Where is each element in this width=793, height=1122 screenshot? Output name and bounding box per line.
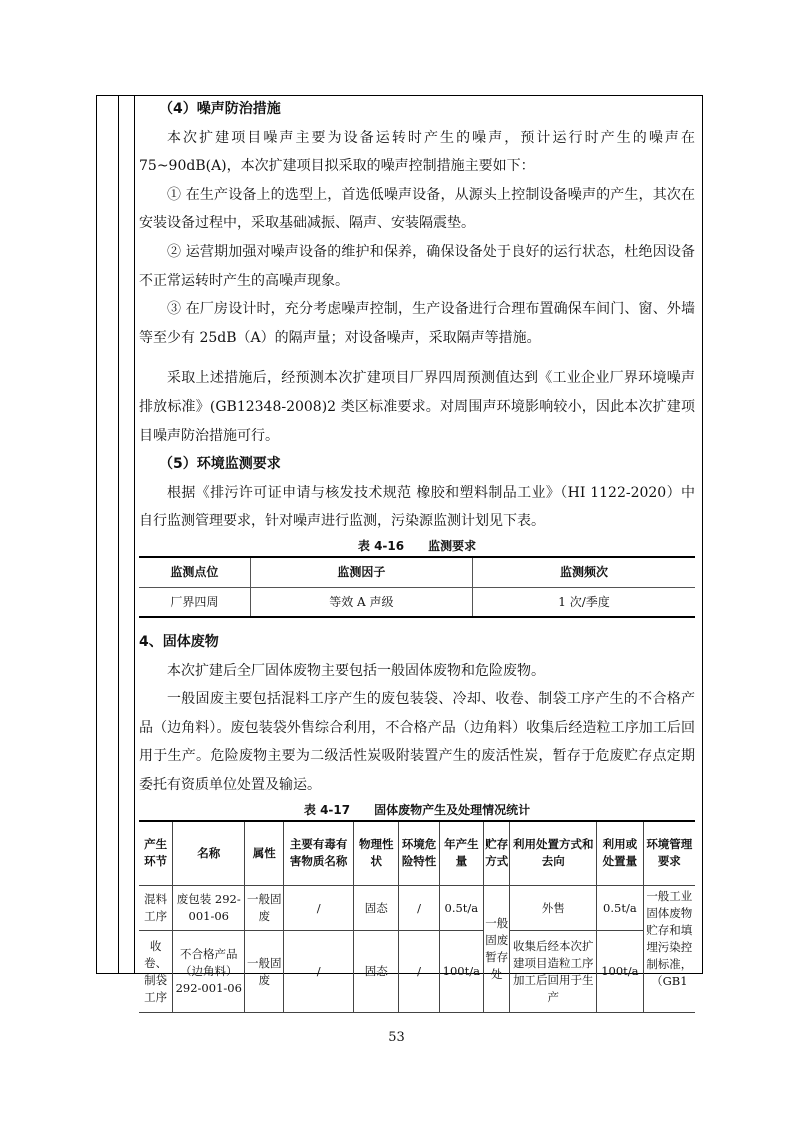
noise-heading: （4）噪声防治措施: [159, 101, 281, 117]
row1-state: 固态: [354, 886, 399, 931]
solid-waste-intro: 本次扩建后全厂固体废物主要包括一般固体废物和危险废物。: [167, 662, 545, 679]
header-yield: 年产生量: [439, 821, 483, 886]
monitor-header-frequency: 监测频次: [473, 557, 695, 587]
table-4-17-caption: 表 4-17 固体废物产生及处理情况统计: [303, 802, 531, 817]
env-merged: 一般工业固体废物贮存和填埋污染控制标准，（GB1: [643, 886, 695, 1013]
row2-attr: 一般固废: [245, 931, 284, 1013]
row1-toxic: /: [284, 886, 354, 931]
header-storage: 贮存方式: [484, 821, 510, 886]
monitor-table: [139, 556, 695, 618]
header-env: 环境管理要求: [643, 821, 695, 886]
main-content: [139, 95, 695, 1013]
frame-column-divider-left: [118, 96, 119, 973]
noise-measure-2: ② 运营期加强对噪声设备的维护和保养，确保设备处于良好的运行状态，杜绝因设备不正常运转时产生的高噪声现象。: [139, 243, 695, 289]
monitor-header-point: 监测点位: [139, 557, 250, 587]
solid-waste-heading: 4、固体废物: [139, 634, 219, 651]
header-state: 物理性状: [354, 821, 399, 886]
row1-yield: 0.5t/a: [439, 886, 483, 931]
row1-disposal: 外售: [510, 886, 597, 931]
page-number: 53: [388, 1030, 405, 1045]
monitor-intro: 根据《排污许可证申请与核发技术规范 橡胶和塑料制品工业》（HI 1122-2020）中自行监测管理要求，针对噪声进行监测，污染源监测计划见下表。: [139, 484, 695, 530]
noise-measure-1: ① 在生产设备上的选型上，首选低噪声设备，从源头上控制设备噪声的产生，其次在安装设备过程中，采取基础减振、隔声、安装隔震垫。: [139, 186, 695, 232]
header-toxic: 主要有毒有害物质名称: [284, 821, 354, 886]
row1-amount: 0.5t/a: [597, 886, 644, 931]
row1-stage: 混料工序: [139, 886, 173, 931]
header-amount: 利用或处置量: [597, 821, 644, 886]
header-disposal: 利用处置方式和去向: [510, 821, 597, 886]
row2-hazard: /: [399, 931, 439, 1013]
solid-waste-detail: 一般固废主要包括混料工序产生的废包装袋、冷却、收卷、制袋工序产生的不合格产品（边角料）。废包装袋外售综合利用，不合格产品（边角料）收集后经造粒工序加工后回用于生产。危险废物主要为二级活性炭吸附装置产生的废活性炭，暂存于危废贮存点定期委托有资质单位处置及输运。: [139, 691, 695, 794]
row2-disposal: 收集后经本次扩建项目造粒工序加工后回用于生产: [510, 931, 597, 1013]
monitor-heading: （5）环境监测要求: [159, 456, 281, 473]
table-row: [139, 931, 695, 1013]
row1-name: 废包装 292-001-06: [173, 886, 245, 931]
row2-yield: 100t/a: [439, 931, 483, 1013]
noise-measure-3: ③ 在厂房设计时，充分考虑噪声控制，生产设备进行合理布置确保车间门、窗、外墙等至少有 25dB（A）的隔声量；对设备噪声，采取隔声等措施。: [139, 301, 695, 346]
header-attr: 属性: [245, 821, 284, 886]
monitor-cell-point: 厂界四周: [139, 587, 250, 617]
row2-amount: 100t/a: [597, 931, 644, 1013]
header-hazard: 环境危险特性: [399, 821, 439, 886]
monitor-cell-frequency: 1 次/季度: [473, 587, 695, 617]
row1-attr: 一般固废: [245, 886, 284, 931]
header-name: 名称: [173, 821, 245, 886]
row2-toxic: /: [284, 931, 354, 1013]
row2-name: 不合格产品（边角料）292-001-06: [173, 931, 245, 1013]
monitor-header-factor: 监测因子: [250, 557, 472, 587]
noise-conclusion: 采取上述措施后，经预测本次扩建项目厂界四周预测值达到《工业企业厂界环境噪声排放标准》(GB12348-2008)2 类区标准要求。对周围声环境影响较小，因此本次扩建项目噪声防治措施可行。: [139, 370, 695, 444]
noise-intro: 本次扩建项目噪声主要为设备运转时产生的噪声，预计运行时产生的噪声在75~90dB(A)，本次扩建项目拟采取的噪声控制措施主要如下：: [139, 129, 695, 175]
row1-hazard: /: [399, 886, 439, 931]
table-row: [139, 886, 695, 931]
table-4-16-caption: 表 4-16 监测要求: [357, 538, 477, 553]
storage-merged: 一般固废暂存处: [484, 886, 510, 1013]
row2-stage: 收卷、制袋工序: [139, 931, 173, 1013]
monitor-cell-factor: 等效 A 声级: [250, 587, 472, 617]
frame-column-divider-right: [134, 96, 135, 973]
solid-waste-table: [139, 820, 695, 1014]
table-row: [139, 587, 695, 617]
header-stage: 产生环节: [139, 821, 173, 886]
row2-state: 固态: [354, 931, 399, 1013]
